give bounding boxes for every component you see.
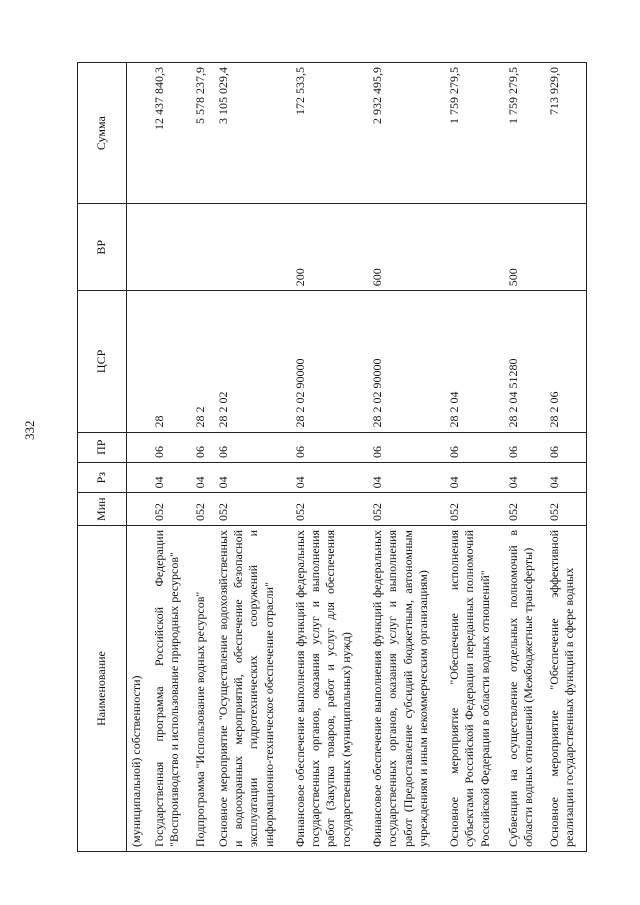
- table-row: [445, 63, 504, 852]
- row-pr: 06: [368, 432, 445, 462]
- header-vr: ВР: [78, 204, 127, 291]
- row-csr: 28 2 02 90000: [368, 291, 445, 432]
- row-min: 052: [368, 493, 445, 526]
- row-pr: [127, 432, 150, 462]
- row-sum: 12 437 840,3: [150, 63, 191, 204]
- table-row: [504, 63, 545, 852]
- row-name: Основное мероприятие "Обеспечение исполнения субъектами Российской Федерации переданных полномочий Российской Федерации в области водных отношений": [445, 525, 504, 851]
- row-min: 052: [150, 493, 191, 526]
- row-sum: 713 929,0: [545, 63, 587, 204]
- row-sum: 1 759 279,5: [445, 63, 504, 204]
- row-name: Финансовое обеспечение выполнения функций федеральных государственных органов, оказания услуг и выполнения работ (Предоставление субсидий бюджетным, автономным учреждениям и иным некоммерческим организациям): [368, 525, 445, 851]
- row-min: 052: [214, 493, 291, 526]
- row-name: Основное мероприятие "Осуществление водохозяйственных и водоохранных мероприятий, обеспечение безопасной эксплуатации гидротехнических сооружений и информационно-техническое обеспечение отрасли": [214, 525, 291, 851]
- row-sum: 5 578 237,9: [191, 63, 214, 204]
- row-vr: 600: [368, 204, 445, 291]
- table-row: [127, 63, 150, 852]
- row-min: 052: [504, 493, 545, 526]
- row-pr: 06: [191, 432, 214, 462]
- header-sum: Сумма: [78, 63, 127, 204]
- row-rz: 04: [191, 462, 214, 492]
- row-sum: 1 759 279,5: [504, 63, 545, 204]
- row-pr: 06: [291, 432, 368, 462]
- row-pr: 06: [504, 432, 545, 462]
- row-name: Государственная программа Российской Федерации "Воспроизводство и использование природных ресурсов": [150, 525, 191, 851]
- row-rz: 04: [504, 462, 545, 492]
- row-min: 052: [445, 493, 504, 526]
- table-row: [150, 63, 191, 852]
- row-rz: 04: [545, 462, 587, 492]
- row-vr: [150, 204, 191, 291]
- row-min: [127, 493, 150, 526]
- row-csr: 28: [150, 291, 191, 432]
- header-name: Наименование: [78, 525, 127, 851]
- header-csr: ЦСР: [78, 291, 127, 432]
- row-min: 052: [545, 493, 587, 526]
- row-pr: 06: [214, 432, 291, 462]
- row-pr: 06: [545, 432, 587, 462]
- header-min: Мин: [78, 493, 127, 526]
- row-csr: 28 2 02: [214, 291, 291, 432]
- table-row: [214, 63, 291, 852]
- row-name: Финансовое обеспечение выполнения функций федеральных государственных органов, оказания услуг и выполнения работ (Закупка товаров, работ и услуг для обеспечения государственных (муниципальных) нужд): [291, 525, 368, 851]
- row-rz: 04: [368, 462, 445, 492]
- row-sum: 172 533,5: [291, 63, 368, 204]
- row-vr: 200: [291, 204, 368, 291]
- header-pr: ПР: [78, 432, 127, 462]
- table-row: [291, 63, 368, 852]
- row-csr: [127, 291, 150, 432]
- row-rz: [127, 462, 150, 492]
- row-name: Субвенции на осуществление отдельных полномочий в области водных отношений (Межбюджетные трансферты): [504, 525, 545, 851]
- row-name: Подпрограмма "Использование водных ресурсов": [191, 525, 214, 851]
- row-rz: 04: [214, 462, 291, 492]
- row-vr: [127, 204, 150, 291]
- row-rz: 04: [150, 462, 191, 492]
- row-name: (муниципальной) собственности): [127, 525, 150, 851]
- row-vr: [214, 204, 291, 291]
- table-row: [191, 63, 214, 852]
- row-vr: 500: [504, 204, 545, 291]
- row-rz: 04: [291, 462, 368, 492]
- row-rz: 04: [445, 462, 504, 492]
- row-csr: 28 2 02 90000: [291, 291, 368, 432]
- row-pr: 06: [445, 432, 504, 462]
- row-vr: [445, 204, 504, 291]
- row-sum: 3 105 029,4: [214, 63, 291, 204]
- budget-table: [77, 62, 587, 852]
- page-number: 332: [22, 420, 37, 440]
- row-csr: 28 2: [191, 291, 214, 432]
- row-csr: 28 2 04 51280: [504, 291, 545, 432]
- row-sum: [127, 63, 150, 204]
- row-sum: 2 932 495,9: [368, 63, 445, 204]
- row-vr: [545, 204, 587, 291]
- table-row: [545, 63, 587, 852]
- row-vr: [191, 204, 214, 291]
- header-rz: Рз: [78, 462, 127, 492]
- table-header-row: [78, 63, 127, 852]
- row-min: 052: [291, 493, 368, 526]
- row-pr: 06: [150, 432, 191, 462]
- row-csr: 28 2 06: [545, 291, 587, 432]
- rotated-table-container: [77, 62, 587, 852]
- row-name: Основное мероприятие "Обеспечение эффективной реализации государственных функций в сфере водных: [545, 525, 587, 851]
- row-csr: 28 2 04: [445, 291, 504, 432]
- table-row: [368, 63, 445, 852]
- row-min: 052: [191, 493, 214, 526]
